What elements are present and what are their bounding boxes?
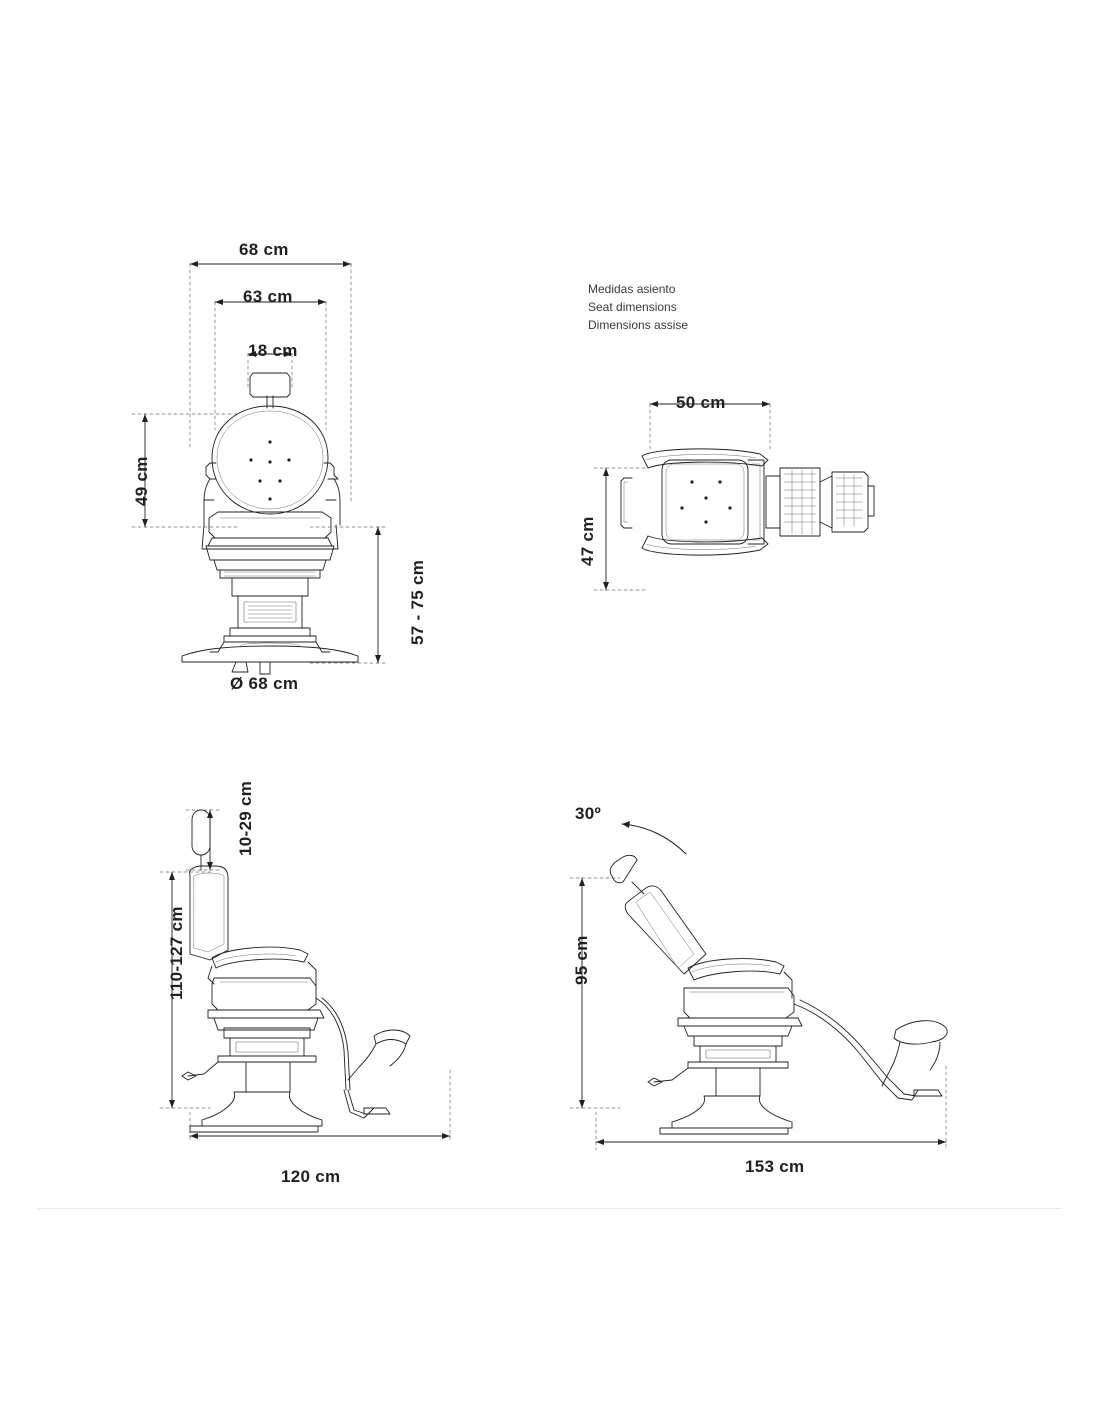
front-arm-width-label: 63 cm (243, 287, 293, 306)
front-base-diameter-label: Ø 68 cm (230, 674, 299, 693)
reclined-view-drawing (560, 790, 980, 1170)
side-total-height-label: 110-127 cm (167, 906, 186, 1000)
recline-height-label: 95 cm (572, 935, 591, 985)
caption-line-fr: Dimensions assise (588, 318, 689, 332)
front-total-width-label: 68 cm (239, 240, 289, 259)
recline-depth-label: 153 cm (745, 1157, 805, 1176)
top-seat-width-label: 50 cm (676, 393, 726, 412)
front-seat-height-range-label: 57 - 75 cm (408, 559, 427, 645)
front-headrest-width-label: 18 cm (248, 341, 298, 360)
caption-line-es: Medidas asiento (588, 282, 676, 296)
front-view-drawing (120, 250, 420, 690)
footer-divider (38, 1208, 1062, 1209)
recline-angle-label: 30º (575, 804, 602, 823)
front-seat-to-headrest-label: 49 cm (132, 456, 151, 506)
side-total-depth-label: 120 cm (281, 1167, 341, 1186)
caption-line-en: Seat dimensions (588, 300, 677, 314)
side-view-drawing (150, 770, 480, 1150)
top-view-drawing (570, 390, 910, 620)
side-headrest-travel-label: 10-29 cm (236, 780, 255, 856)
seat-dimensions-caption (588, 280, 688, 334)
top-seat-depth-label: 47 cm (578, 516, 597, 566)
